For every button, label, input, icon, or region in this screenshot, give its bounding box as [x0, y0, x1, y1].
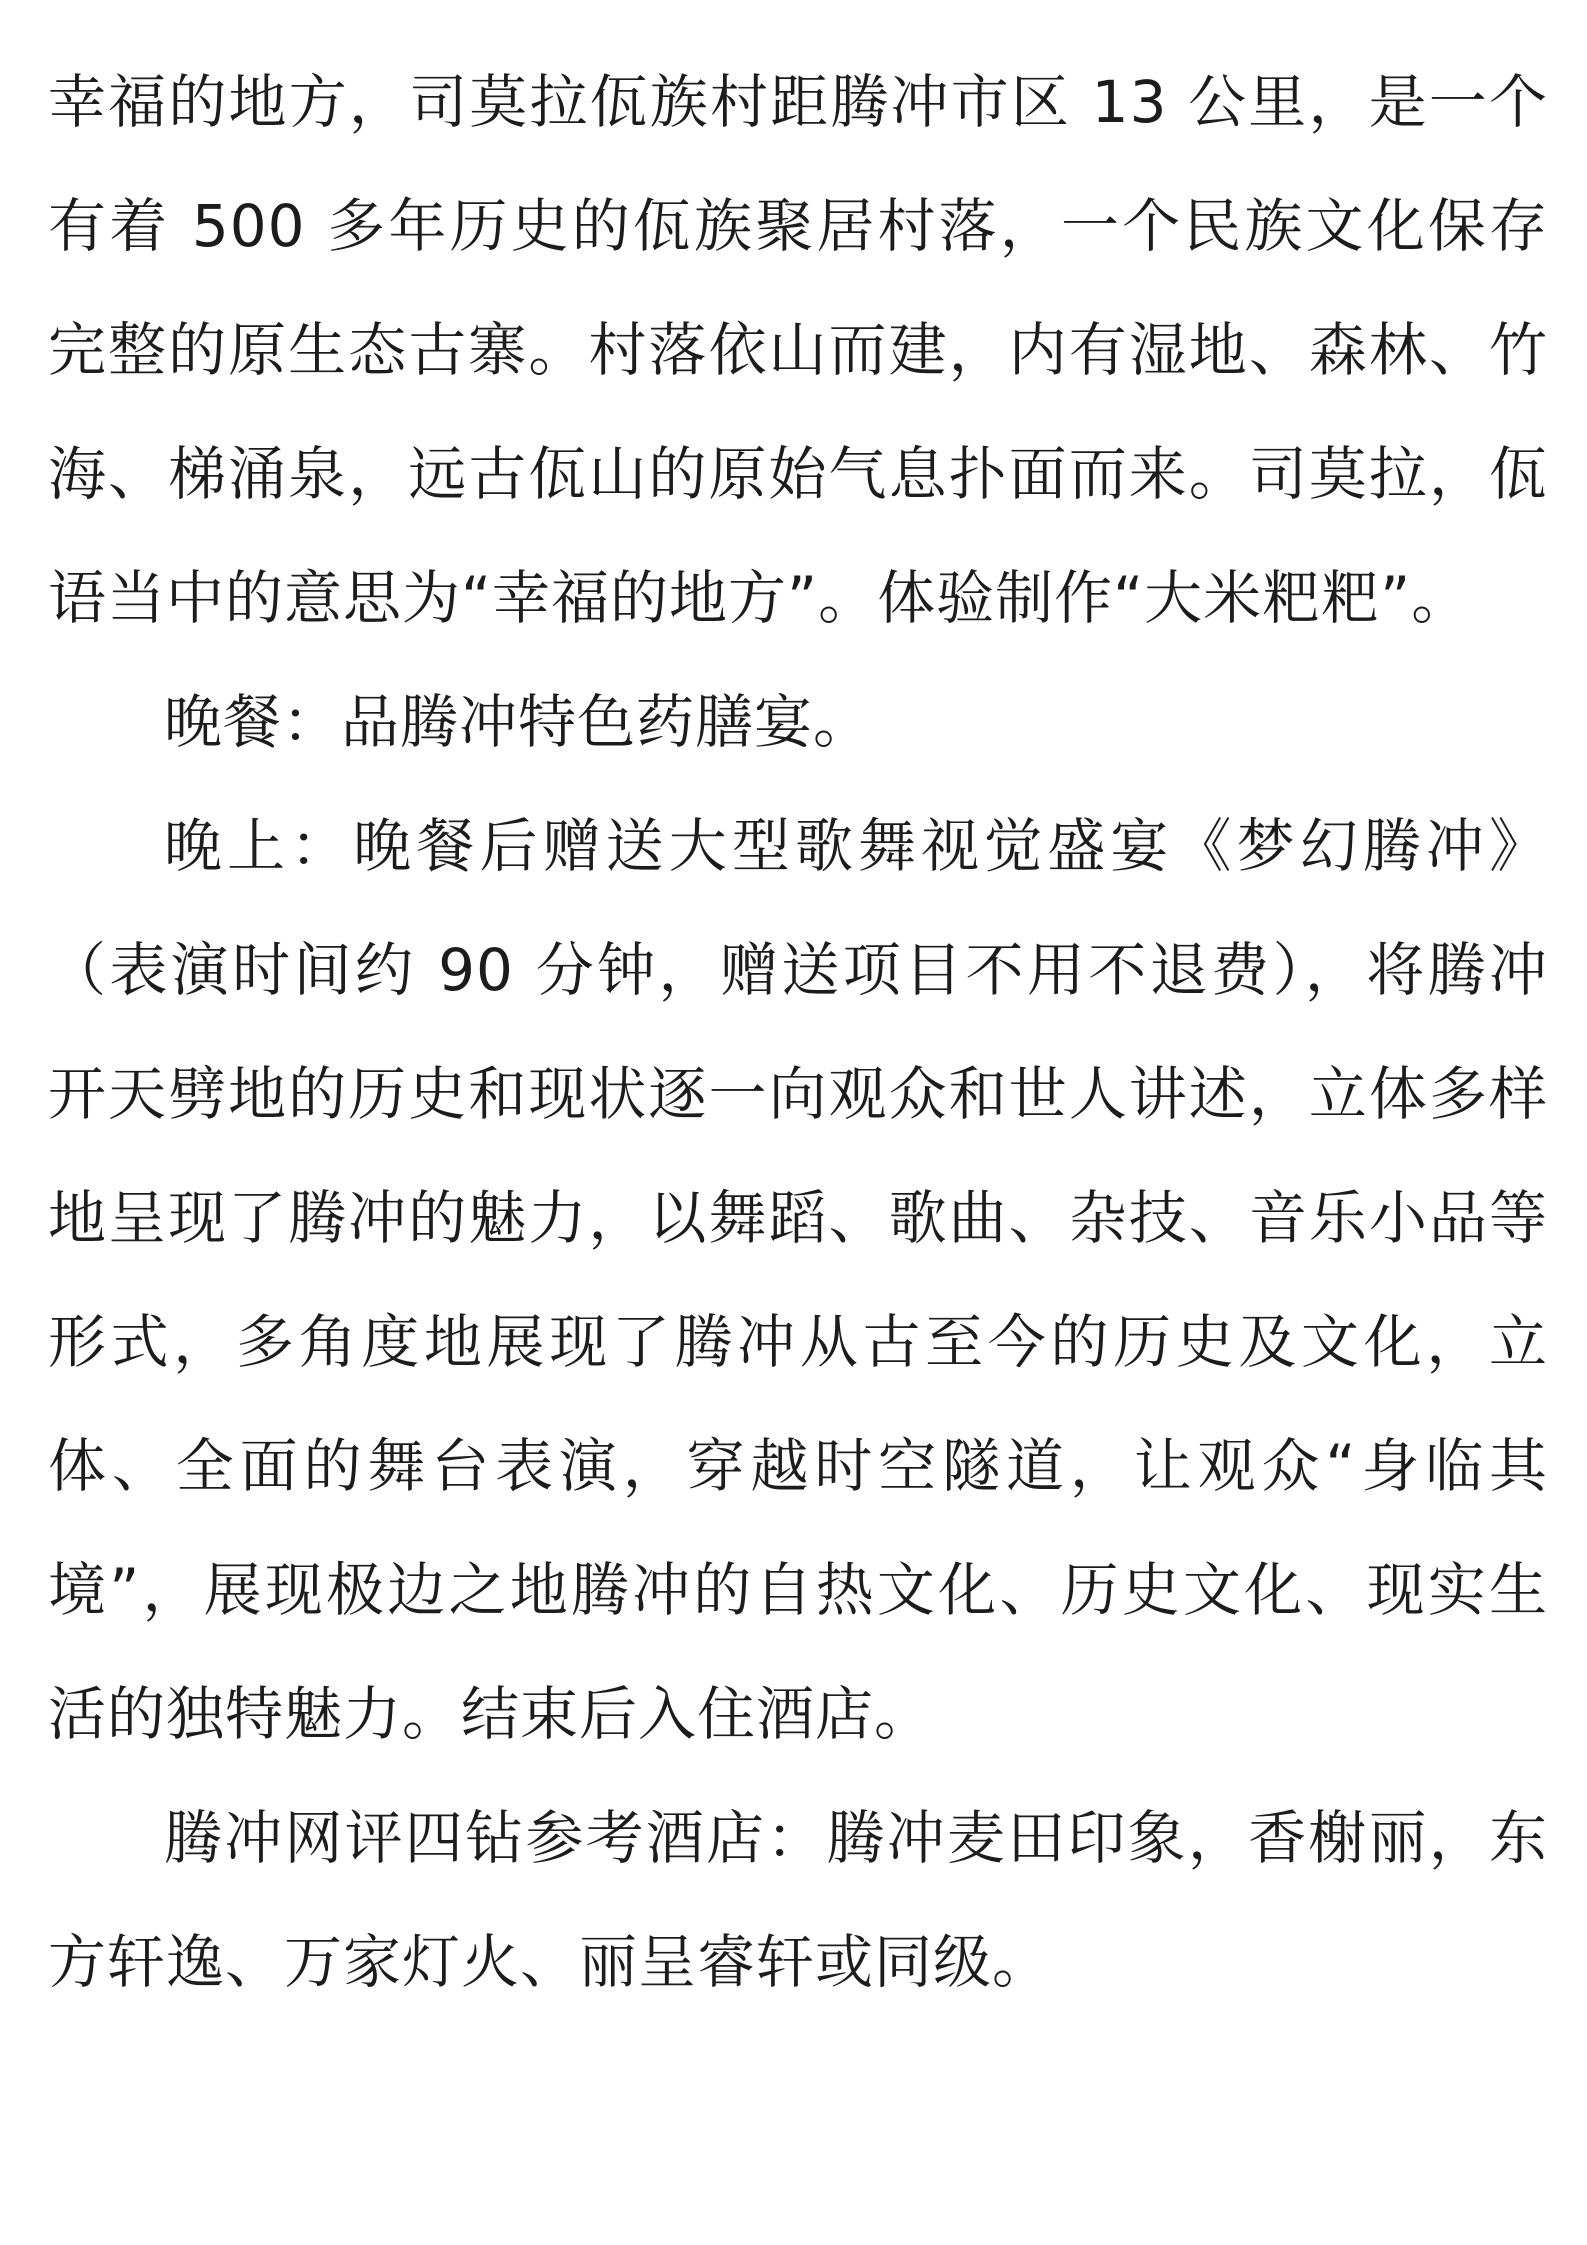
paragraph-dinner: 晚餐：品腾冲特色药膳宴。	[164, 688, 873, 756]
paragraph-evening-show: 晚上：晚餐后赠送大型歌舞视觉盛宴《梦幻腾冲》（表演时间约 90 分钟，赠送项目不用不退费），将腾冲开天劈地的历史和现状逐一向观众和世人讲述，立体多样地呈现了腾冲的魅力，以舞蹈、歌曲、杂技、音乐小品等形式，多角度地展现了腾冲从古至今的历史及文化，立体、全面的舞台表演，穿越时空隧道，让观众“身临其境”，展现极边之地腾冲的自热文化、历史文化、现实生活的独特魅力。结束后入住酒店。	[48, 812, 1548, 1748]
paragraph-village-intro: 幸福的地方，司莫拉佤族村距腾冲市区 13 公里，是一个有着 500 多年历史的佤族聚居村落，一个民族文化保存完整的原生态古寨。村落依山而建，内有湿地、森林、竹海、梯涌泉，远古佤山的原始气息扑面而来。司莫拉，佤语当中的意思为“幸福的地方”。体验制作“大米粑粑”。	[48, 68, 1548, 632]
document-page	[48, 40, 1548, 2024]
paragraph-hotel: 腾冲网评四钻参考酒店：腾冲麦田印象，香榭丽，东方轩逸、万家灯火、丽呈睿轩或同级。	[48, 1804, 1548, 1996]
